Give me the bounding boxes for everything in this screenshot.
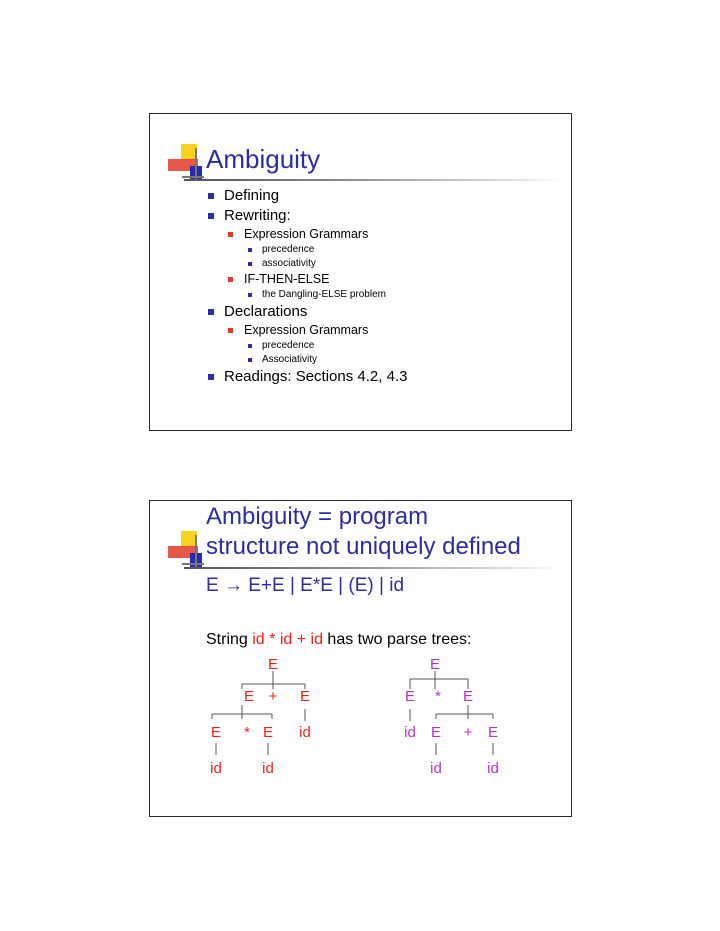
- tree2-root: E: [429, 656, 441, 673]
- tree1-leaf: id: [299, 724, 311, 741]
- list-item: IF-THEN-ELSE: [206, 271, 407, 288]
- list-item: Readings: Sections 4.2, 4.3: [206, 367, 407, 387]
- list-item: Expression Grammars: [206, 322, 407, 339]
- tree2-node: E: [430, 724, 442, 741]
- tree2-node: E: [404, 688, 416, 705]
- bullet-square-icon: [248, 293, 252, 297]
- bullet-square-icon: [248, 344, 252, 348]
- list-item: Declarations: [206, 302, 407, 322]
- tree1-node: E: [299, 688, 311, 705]
- bullet-square-icon: [248, 248, 252, 252]
- parse-tree-2: [404, 656, 499, 777]
- tree2-operator: +: [463, 724, 473, 741]
- bullet-square-icon: [248, 262, 252, 266]
- slide-ambiguity: [149, 113, 572, 431]
- slide-ambiguity-definition: [149, 500, 572, 817]
- highlighted-expression: id * id + id: [252, 631, 323, 648]
- tree2-leaf: id: [404, 724, 416, 741]
- bullet-list: [206, 186, 407, 387]
- tree1-leaf: id: [262, 760, 274, 777]
- list-item: Defining: [206, 186, 407, 206]
- bullet-square-icon: [228, 232, 233, 237]
- list-item: the Dangling-ELSE problem: [206, 288, 407, 302]
- list-item: Associativity: [206, 353, 407, 367]
- tree2-leaf: id: [487, 760, 499, 777]
- slide-title: Ambiguity: [206, 144, 321, 174]
- tree2-leaf: id: [430, 760, 442, 777]
- bullet-square-icon: [208, 374, 214, 380]
- slide-title-line1: Ambiguity = program: [206, 503, 429, 530]
- tree1-node: E: [210, 724, 222, 741]
- bullet-square-icon: [208, 309, 214, 315]
- bullet-square-icon: [228, 328, 233, 333]
- bullet-square-icon: [208, 193, 214, 199]
- tree1-node: E: [243, 688, 255, 705]
- title-underline: [184, 179, 564, 181]
- tree1-leaf: id: [210, 760, 222, 777]
- tree1-operator: *: [244, 724, 250, 741]
- list-item: associativity: [206, 257, 407, 271]
- tree2-node: E: [462, 688, 474, 705]
- parse-tree-1: [210, 656, 311, 777]
- slide-title-line2: structure not uniquely defined: [206, 533, 521, 560]
- list-item: Expression Grammars: [206, 226, 407, 243]
- bullet-square-icon: [208, 213, 214, 219]
- list-item: precedence: [206, 339, 407, 353]
- tree1-root: E: [267, 656, 279, 673]
- grammar-rule: E → E+E | E*E | (E) | id: [206, 575, 405, 596]
- parse-trees: [150, 501, 570, 815]
- tree1-operator: +: [268, 688, 278, 705]
- bullet-square-icon: [248, 358, 252, 362]
- bullet-square-icon: [228, 277, 233, 282]
- list-item: Rewriting:: [206, 206, 407, 226]
- list-item: precedence: [206, 243, 407, 257]
- tree2-operator: *: [435, 688, 441, 705]
- string-sentence: String id * id + id has two parse trees:: [206, 631, 472, 648]
- tree2-node: E: [487, 724, 499, 741]
- tree1-node: E: [262, 724, 274, 741]
